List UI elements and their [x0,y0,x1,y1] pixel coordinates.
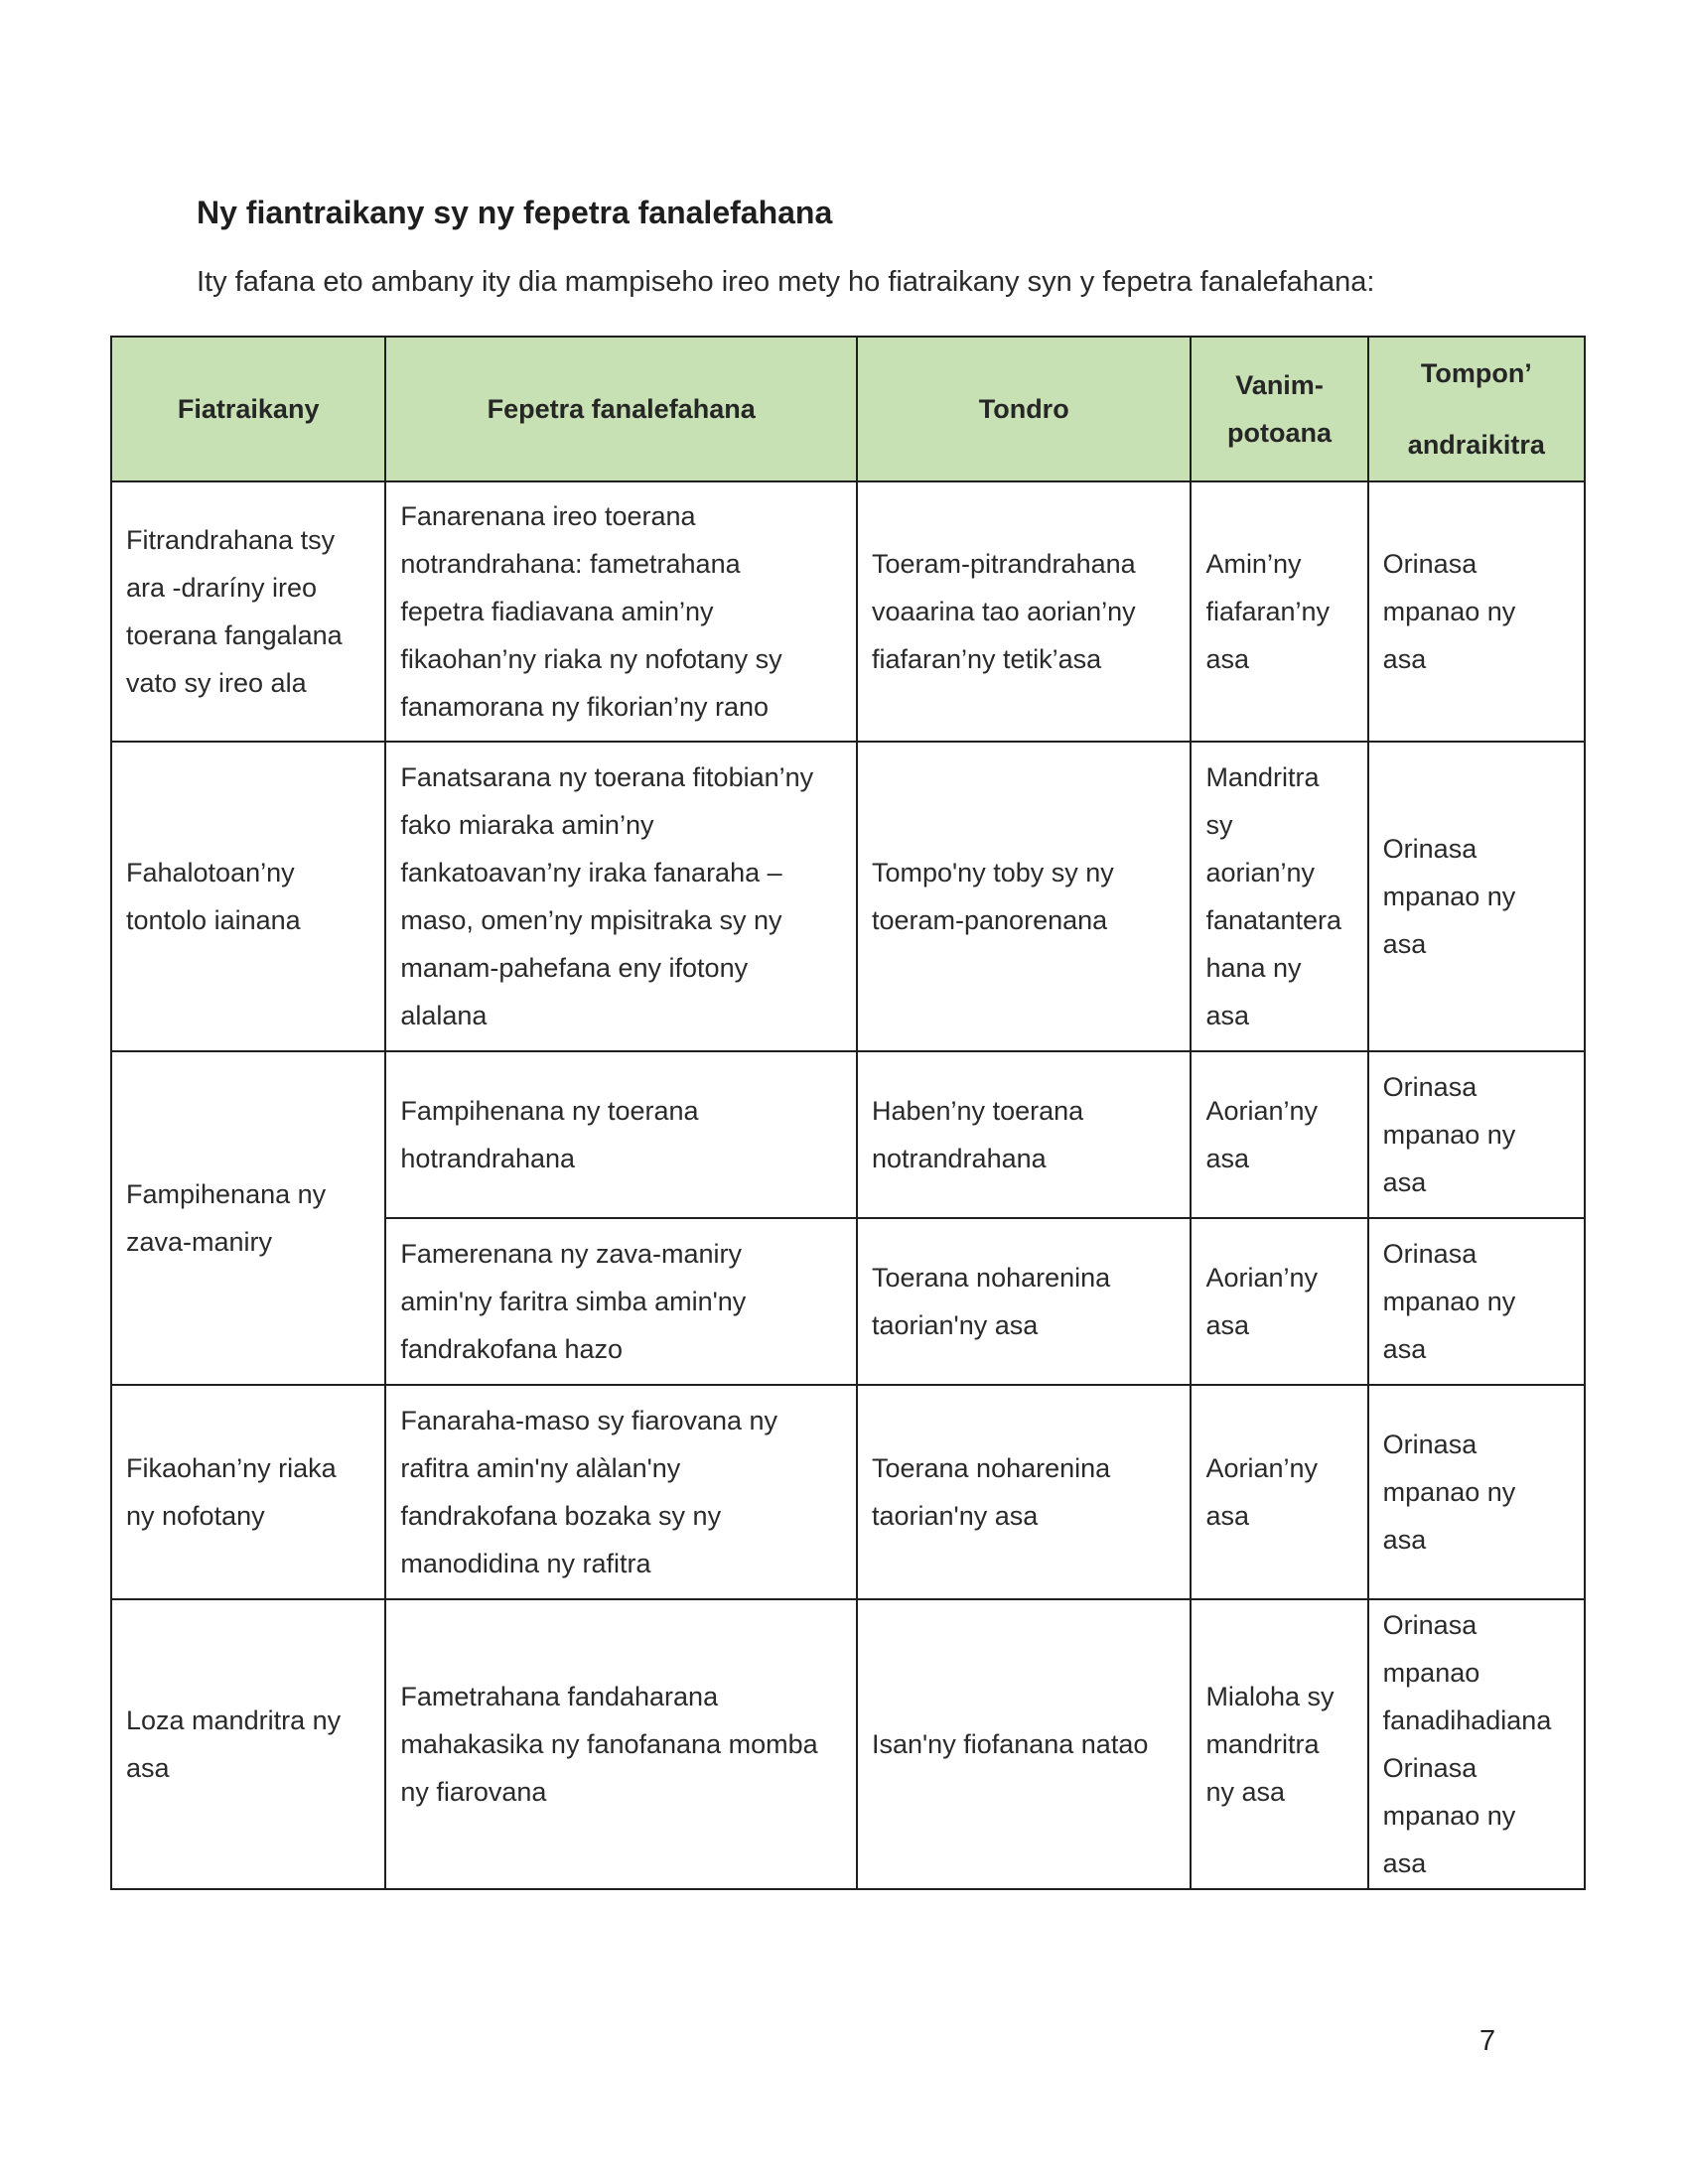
cell-fepetra: Fanarenana ireo toerana notrandrahana: fametrahana fepetra fiadiavana amin’ny fikaohan’ny riaka ny nofotany sy fanamorana ny fikorian’ny rano [385,481,857,742]
cell-vanimpotoana: Aorian’ny asa [1191,1218,1367,1385]
intro-paragraph: Ity fafana eto ambany ity dia mampiseho ireo mety ho fiatraikany syn y fepetra fanalefahana: [197,266,1375,298]
table-header-row [111,337,1585,481]
cell-fepetra: Fanatsarana ny toerana fitobian’ny fako miaraka amin’ny fankatoavan’ny iraka fanaraha – maso, omen’ny mpisitraka sy ny manam-pahefana eny ifotony alalana [385,742,857,1051]
cell-vanimpotoana: Aorian’ny asa [1191,1385,1367,1599]
cell-vanimpotoana: Mandritra sy aorian’ny fanatantera hana ny asa [1191,742,1367,1051]
cell-fepetra: Fametrahana fandaharana mahakasika ny fanofanana momba ny fiarovana [385,1599,857,1889]
cell-fepetra: Fanaraha-maso sy fiarovana ny rafitra amin'ny alàlan'ny fandrakofana bozaka sy ny manodidina ny rafitra [385,1385,857,1599]
cell-tondro: Tompo'ny toby sy ny toeram-panorenana [857,742,1191,1051]
table-row [111,1599,1585,1889]
cell-fiatraikany: Loza mandritra ny asa [111,1599,385,1889]
header-fepetra: Fepetra fanalefahana [385,337,857,481]
cell-tondro: Isan'ny fiofanana natao [857,1599,1191,1889]
header-tondro: Tondro [857,337,1191,481]
impact-mitigation-table [110,336,1586,1890]
cell-fiatraikany: Fikaohan’ny riaka ny nofotany [111,1385,385,1599]
cell-tondro: Haben’ny toerana notrandrahana [857,1051,1191,1218]
cell-tompon-andraikitra: Orinasa mpanao ny asa [1368,1051,1585,1218]
table-row [111,1051,1585,1218]
cell-tompon-andraikitra: Orinasa mpanao ny asa [1368,742,1585,1051]
cell-tompon-andraikitra: Orinasa mpanao ny asa [1368,1218,1585,1385]
cell-vanimpotoana: Mialoha sy mandritra ny asa [1191,1599,1367,1889]
cell-fepetra: Famerenana ny zava-maniry amin'ny faritra simba amin'ny fandrakofana hazo [385,1218,857,1385]
page-number: 7 [1479,2025,1496,2057]
cell-tompon-andraikitra: Orinasa mpanao fanadihadiana Orinasa mpanao ny asa [1368,1599,1585,1889]
table-row [111,742,1585,1051]
header-tompon-andraikitra: Tompon’ andraikitra [1368,337,1585,481]
cell-fiatraikany: Fahalotoan’ny tontolo iainana [111,742,385,1051]
header-fiatraikany: Fiatraikany [111,337,385,481]
table-row [111,1385,1585,1599]
cell-fiatraikany: Fampihenana ny zava-maniry [111,1051,385,1385]
cell-fiatraikany: Fitrandrahana tsy ara -draríny ireo toerana fangalana vato sy ireo ala [111,481,385,742]
cell-tondro: Toerana noharenina taorian'ny asa [857,1218,1191,1385]
cell-vanimpotoana: Aorian’ny asa [1191,1051,1367,1218]
table-row [111,481,1585,742]
cell-fepetra: Fampihenana ny toerana hotrandrahana [385,1051,857,1218]
cell-tompon-andraikitra: Orinasa mpanao ny asa [1368,481,1585,742]
header-vanimpotoana: Vanim- potoana [1191,337,1367,481]
cell-vanimpotoana: Amin’ny fiafaran’ny asa [1191,481,1367,742]
cell-tondro: Toerana noharenina taorian'ny asa [857,1385,1191,1599]
section-heading: Ny fiantraikany sy ny fepetra fanalefahana [197,195,833,230]
cell-tondro: Toeram-pitrandrahana voaarina tao aorian’ny fiafaran’ny tetik’asa [857,481,1191,742]
cell-tompon-andraikitra: Orinasa mpanao ny asa [1368,1385,1585,1599]
